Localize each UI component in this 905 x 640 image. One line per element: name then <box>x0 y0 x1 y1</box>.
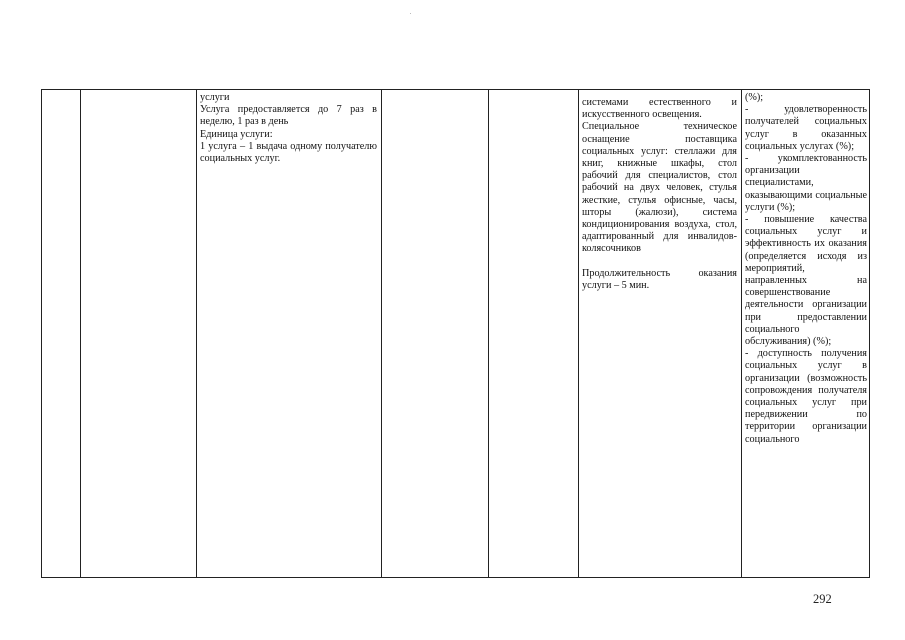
equipment-paragraph: Специальное техническое оснащение поставщика социальных услуг: стеллажи для книг, книжные шкафы, стол рабочий для специалистов, стол рабочий на двух человек, стулья жесткие, стулья офисные, часы, шторы (жалюзи), система кондиционирования воздуха, стол, адаптированный для инвалидов-колясочников <box>582 121 737 255</box>
page-number: 292 <box>813 592 832 606</box>
cell-service-conditions <box>579 90 742 578</box>
cell-empty-5 <box>489 90 579 578</box>
indicator-item: - повышение качества социальных услуг и эффективность их оказания (определяется исходя из мероприятий, направленных на совершенствование деятельности организации при предоставлении социального обслуживания) (%); <box>745 214 867 348</box>
text-line: услуги <box>200 92 230 103</box>
indicator-item: - укомплектованность организации специалистами, оказывающими социальные услуги (%); <box>745 153 867 213</box>
duration-paragraph: Продолжительность оказания услуги – 5 мин. <box>582 267 737 291</box>
cell-service-description <box>197 90 382 578</box>
cell-quality-indicators <box>742 90 870 578</box>
indicator-item: - доступность получения социальных услуг в организации (возможность сопровождения получателя социальных услуг при передвижении по территории организации социального <box>745 348 867 445</box>
services-table <box>41 89 870 578</box>
cell-number <box>42 90 81 578</box>
conditions-paragraph: системами естественного и искусственного освещения. <box>582 97 737 121</box>
indicator-item: (%); <box>745 92 764 103</box>
text-line: Единица услуги: <box>200 128 273 140</box>
text-line: 1 услуга – 1 выдача одному получателю социальных услуг. <box>200 140 377 165</box>
scan-speck <box>410 13 411 14</box>
text-line: Услуга предоставляется до 7 раз в неделю, 1 раз в день <box>200 104 377 128</box>
cell-service-name <box>81 90 197 578</box>
indicator-item: - удовлетворенность получателей социальных услуг в оказанных социальных услугах (%); <box>745 104 867 152</box>
table-row <box>42 90 870 578</box>
cell-empty-4 <box>382 90 489 578</box>
